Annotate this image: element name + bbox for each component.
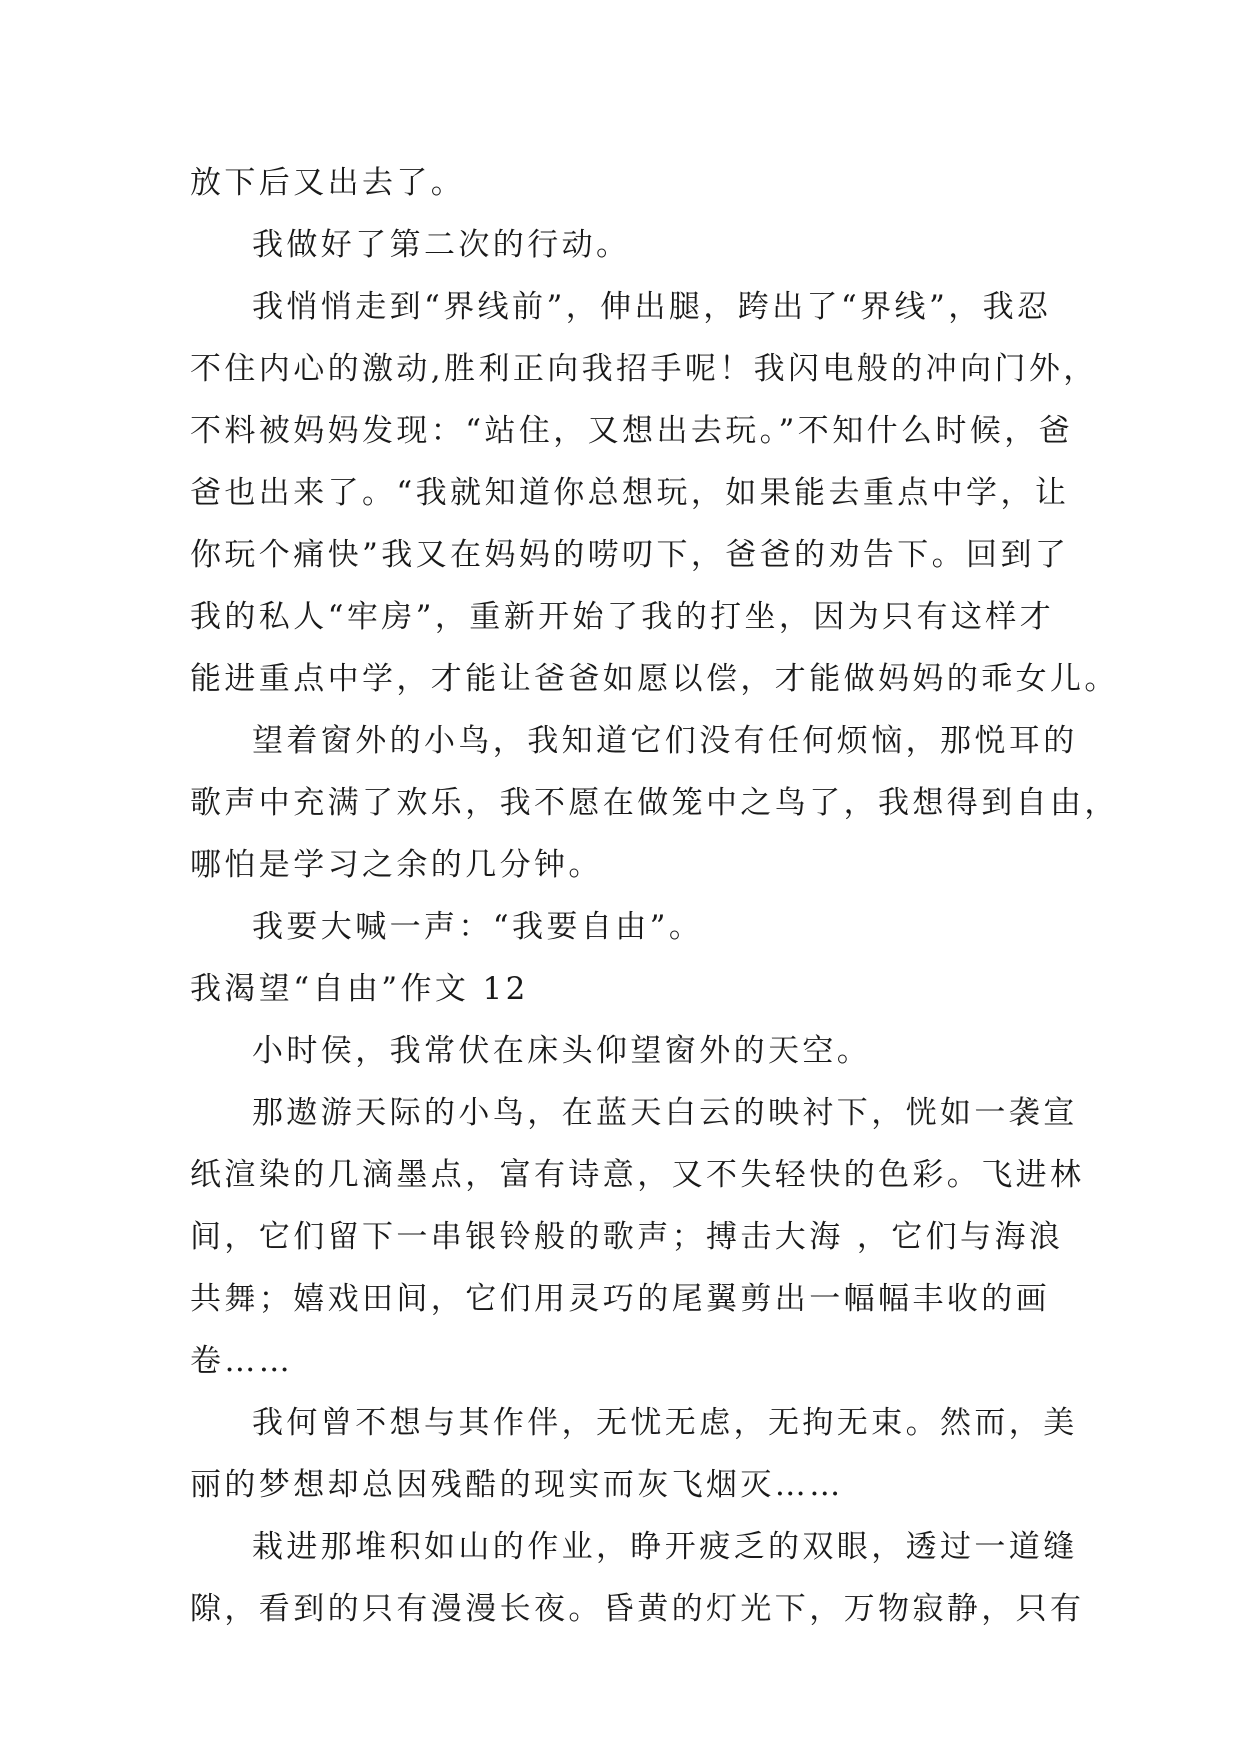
text-line: 你玩个痛快”我又在妈妈的唠叨下，爸爸的劝告下。回到了 [190,537,1070,573]
text-line: 我的私人“牢房”，重新开始了我的打坐，因为只有这样才 [190,599,1055,635]
text-line: 哪怕是学习之余的几分钟。 [190,847,603,883]
text-line: 卷…… [190,1343,294,1379]
paragraph-start-line: 我做好了第二次的行动。 [252,227,631,263]
text-line: 不料被妈妈发现：“站住，又想出去玩。”不知什么时候，爸 [190,413,1073,449]
text-line: 隙，看到的只有漫漫长夜。昏黄的灯光下，万物寂静，只有 [190,1591,1085,1627]
paragraph-start-line: 望着窗外的小鸟，我知道它们没有任何烦恼，那悦耳的 [252,723,1078,759]
text-line: 间，它们留下一串银铃般的歌声；搏击大海 ，它们与海浪 [190,1219,1064,1255]
document-body [190,152,1119,1640]
paragraph-start-line: 那遨游天际的小鸟，在蓝天白云的映衬下，恍如一袭宣 [252,1095,1078,1131]
text-line: 放下后又出去了。 [190,165,466,201]
text-line: 纸渲染的几滴墨点，富有诗意，又不失轻快的色彩。飞进林 [190,1157,1085,1193]
paragraph-start-line: 小时侯，我常伏在床头仰望窗外的天空。 [252,1033,872,1069]
text-line: 能进重点中学，才能让爸爸如愿以偿，才能做妈妈的乖女儿。 [190,661,1119,697]
text-line: 爸也出来了。“我就知道你总想玩，如果能去重点中学，让 [190,475,1070,511]
text-line: 共舞；嬉戏田间，它们用灵巧的尾翼剪出一幅幅丰收的画 [190,1281,1050,1317]
text-line: 不住内心的激动,胜利正向我招手呢！我闪电般的冲向门外， [190,351,1098,387]
essay-title: 我渴望“自由”作文 12 [190,971,529,1007]
paragraph-start-line: 我悄悄走到“界线前”，伸出腿，跨出了“界线”，我忍 [252,289,1052,325]
paragraph-start-line: 栽进那堆积如山的作业，睁开疲乏的双眼，透过一道缝 [252,1529,1078,1565]
paragraph-start-line: 我何曾不想与其作伴，无忧无虑，无拘无束。然而，美 [252,1405,1078,1441]
paragraph-start-line: 我要大喊一声：“我要自由”。 [252,909,704,945]
text-line: 歌声中充满了欢乐，我不愿在做笼中之鸟了，我想得到自由， [190,785,1119,821]
text-line: 丽的梦想却总因残酷的现实而灰飞烟灭…… [190,1467,844,1503]
